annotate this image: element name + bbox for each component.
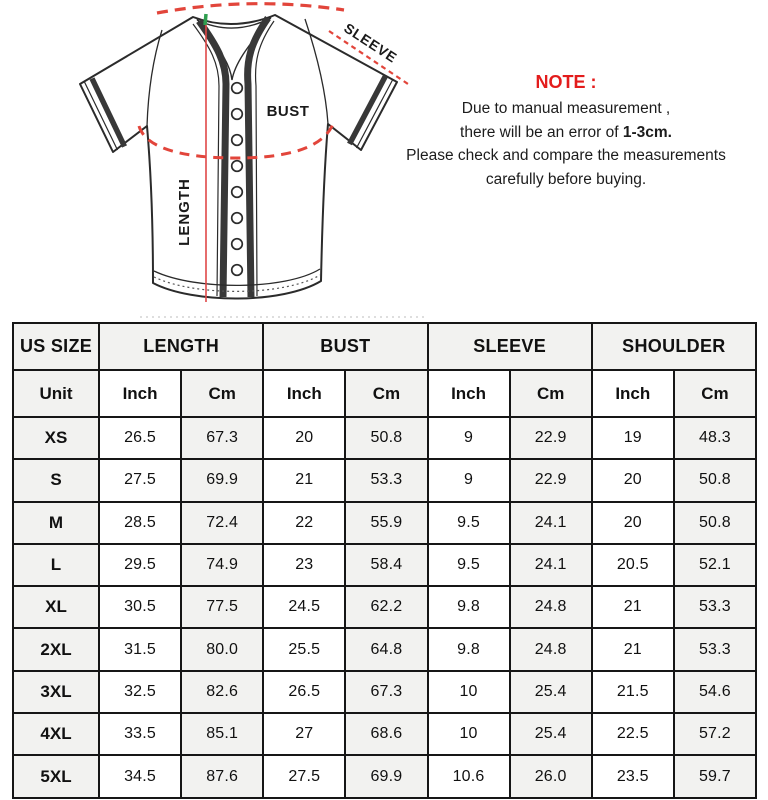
table-row (13, 713, 756, 755)
size-cell: XL (13, 586, 99, 628)
cm-value-cell: 54.6 (674, 671, 756, 713)
inch-value-cell: 10 (428, 671, 510, 713)
inch-value-cell: 9.8 (428, 586, 510, 628)
cm-value-cell: 55.9 (345, 502, 427, 544)
button (232, 213, 243, 224)
cm-value-cell: 52.1 (674, 544, 756, 586)
inch-value-cell: 28.5 (99, 502, 181, 544)
inch-value-cell: 31.5 (99, 628, 181, 670)
inch-value-cell: 22 (263, 502, 345, 544)
header-bust: BUST (263, 323, 427, 370)
cm-value-cell: 25.4 (510, 713, 592, 755)
inch-value-cell: 23 (263, 544, 345, 586)
inch-value-cell: 34.5 (99, 755, 181, 797)
cm-value-cell: 50.8 (674, 502, 756, 544)
table-row (13, 671, 756, 713)
inch-value-cell: 20 (592, 459, 674, 501)
note-line-1: Due to manual measurement , (461, 100, 671, 117)
cm-value-cell: 67.3 (181, 417, 263, 459)
size-chart-table (12, 322, 757, 799)
inch-value-cell: 9.5 (428, 502, 510, 544)
cm-value-cell: 87.6 (181, 755, 263, 797)
inch-value-cell: 26.5 (99, 417, 181, 459)
inch-value-cell: 27.5 (263, 755, 345, 797)
inch-value-cell: 21 (592, 586, 674, 628)
cm-value-cell: 24.8 (510, 586, 592, 628)
inch-header-cell: Inch (263, 370, 345, 417)
inch-value-cell: 23.5 (592, 755, 674, 797)
cm-value-cell: 24.1 (510, 544, 592, 586)
cm-value-cell: 77.5 (181, 586, 263, 628)
inch-value-cell: 20 (263, 417, 345, 459)
table-row (13, 544, 756, 586)
size-cell: XS (13, 417, 99, 459)
button (232, 161, 243, 172)
size-cell: L (13, 544, 99, 586)
size-cell: S (13, 459, 99, 501)
note-line-3: Please check and compare the measurements (406, 147, 726, 164)
measurement-note (368, 70, 764, 191)
inch-value-cell: 26.5 (263, 671, 345, 713)
cm-value-cell: 50.8 (345, 417, 427, 459)
header-sleeve: SLEEVE (428, 323, 592, 370)
cm-value-cell: 64.8 (345, 628, 427, 670)
inch-value-cell: 9.8 (428, 628, 510, 670)
unit-row (13, 370, 756, 417)
cm-value-cell: 53.3 (674, 586, 756, 628)
inch-value-cell: 10 (428, 713, 510, 755)
table-row (13, 502, 756, 544)
table-row (13, 755, 756, 797)
button (232, 187, 243, 198)
size-table-body (13, 417, 756, 798)
inch-value-cell: 20 (592, 502, 674, 544)
cm-value-cell: 59.7 (674, 755, 756, 797)
inch-value-cell: 9 (428, 459, 510, 501)
inch-header-cell: Inch (428, 370, 510, 417)
header-shoulder: SHOULDER (592, 323, 756, 370)
inch-value-cell: 21 (263, 459, 345, 501)
cm-value-cell: 22.9 (510, 459, 592, 501)
inch-value-cell: 24.5 (263, 586, 345, 628)
unit-cell: Unit (13, 370, 99, 417)
inch-value-cell: 25.5 (263, 628, 345, 670)
cm-value-cell: 57.2 (674, 713, 756, 755)
inch-value-cell: 9.5 (428, 544, 510, 586)
note-line-2-bold: 1-3cm. (622, 123, 672, 141)
cm-header-cell: Cm (181, 370, 263, 417)
button (232, 135, 243, 146)
cm-value-cell: 69.9 (345, 755, 427, 797)
cm-value-cell: 24.1 (510, 502, 592, 544)
cm-value-cell: 82.6 (181, 671, 263, 713)
inch-value-cell: 32.5 (99, 671, 181, 713)
cm-value-cell: 53.3 (674, 628, 756, 670)
cm-value-cell: 67.3 (345, 671, 427, 713)
cm-header-cell: Cm (674, 370, 756, 417)
button (232, 265, 243, 276)
note-heading: NOTE : (535, 72, 597, 92)
inch-value-cell: 20.5 (592, 544, 674, 586)
length-label: LENGTH (176, 178, 193, 246)
inch-value-cell: 21 (592, 628, 674, 670)
size-cell: M (13, 502, 99, 544)
inch-value-cell: 10.6 (428, 755, 510, 797)
size-chart-header (13, 323, 756, 417)
table-row (13, 586, 756, 628)
inch-value-cell: 19 (592, 417, 674, 459)
table-row (13, 459, 756, 501)
note-line-4: carefully before buying. (485, 170, 647, 188)
inch-value-cell: 9 (428, 417, 510, 459)
sleeve-label: SLEEVE (341, 19, 401, 66)
inch-value-cell: 22.5 (592, 713, 674, 755)
cm-value-cell: 26.0 (510, 755, 592, 797)
size-cell: 4XL (13, 713, 99, 755)
inch-header-cell: Inch (99, 370, 181, 417)
cm-header-cell: Cm (510, 370, 592, 417)
table-row (13, 417, 756, 459)
inch-value-cell: 27 (263, 713, 345, 755)
size-cell: 3XL (13, 671, 99, 713)
table-row (13, 628, 756, 670)
size-cell: 5XL (13, 755, 99, 797)
cm-value-cell: 53.3 (345, 459, 427, 501)
size-cell: 2XL (13, 628, 99, 670)
cm-value-cell: 72.4 (181, 502, 263, 544)
header-us-size: US SIZE (13, 323, 99, 370)
jersey-diagram (0, 0, 430, 322)
jersey-svg (0, 0, 430, 322)
cm-value-cell: 58.4 (345, 544, 427, 586)
cm-value-cell: 25.4 (510, 671, 592, 713)
cm-value-cell: 68.6 (345, 713, 427, 755)
inch-value-cell: 29.5 (99, 544, 181, 586)
cm-value-cell: 50.8 (674, 459, 756, 501)
bust-label: BUST (266, 103, 310, 120)
cm-value-cell: 74.9 (181, 544, 263, 586)
shoulder-measure-arc (157, 4, 344, 13)
cm-value-cell: 22.9 (510, 417, 592, 459)
header-length: LENGTH (99, 323, 263, 370)
button (232, 239, 243, 250)
button (232, 83, 243, 94)
length-top-green-tick (205, 14, 206, 25)
inch-header-cell: Inch (592, 370, 674, 417)
inch-value-cell: 21.5 (592, 671, 674, 713)
cm-value-cell: 80.0 (181, 628, 263, 670)
cm-value-cell: 24.8 (510, 628, 592, 670)
cm-value-cell: 69.9 (181, 459, 263, 501)
inch-value-cell: 33.5 (99, 713, 181, 755)
note-line-2 (368, 121, 764, 145)
note-line-2-text: there will be an error of (460, 123, 623, 141)
button (232, 109, 243, 120)
cm-value-cell: 85.1 (181, 713, 263, 755)
inch-value-cell: 27.5 (99, 459, 181, 501)
inch-value-cell: 30.5 (99, 586, 181, 628)
cm-header-cell: Cm (345, 370, 427, 417)
cm-value-cell: 48.3 (674, 417, 756, 459)
cm-value-cell: 62.2 (345, 586, 427, 628)
header-group-row (13, 323, 756, 370)
